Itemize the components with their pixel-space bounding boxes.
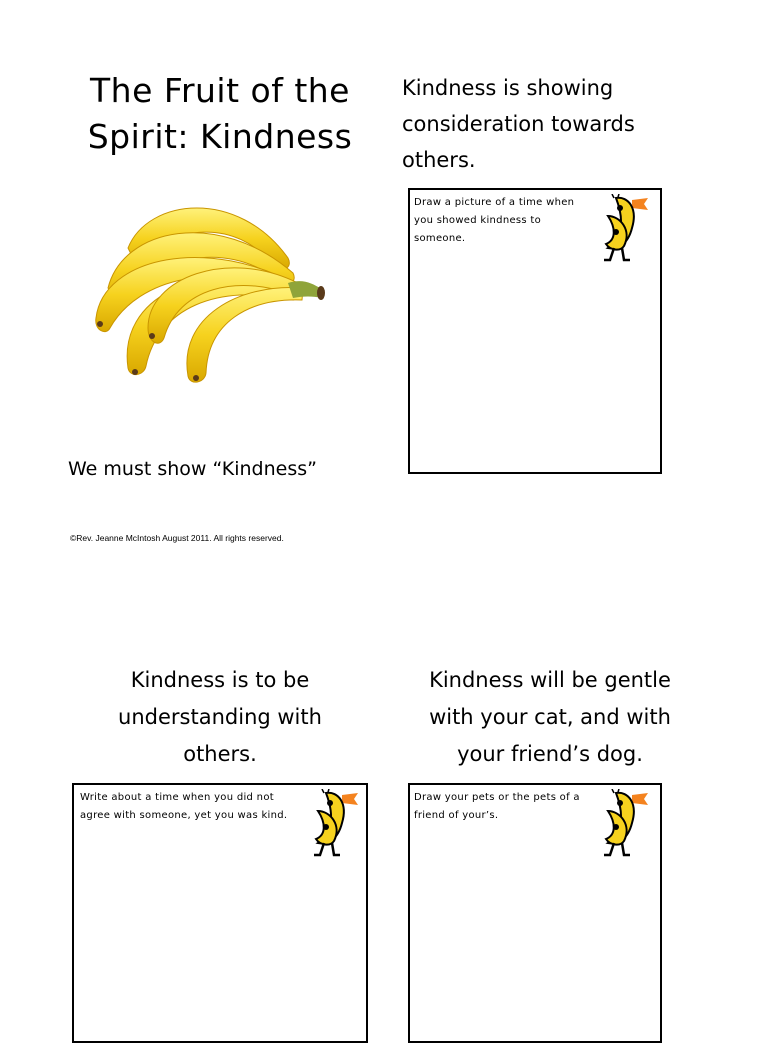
title-line-1: The Fruit of the: [90, 71, 350, 110]
drawing-box-kindness[interactable]: [408, 188, 662, 474]
prompt-line-2: friend of your’s.: [414, 810, 499, 821]
prompt-line-2: agree with someone, yet you was kind.: [80, 810, 288, 821]
writing-prompt: [80, 789, 310, 825]
banana-mascot-icon: [308, 789, 360, 859]
banana-mascot-icon: [598, 194, 650, 264]
definition-line-3: others.: [402, 148, 476, 172]
banana-mascot-icon: [598, 789, 650, 859]
prompt-line-1: Write about a time when you did not: [80, 792, 274, 803]
definition-heading: [402, 70, 702, 178]
definition-line-2: consideration towards: [402, 112, 635, 136]
gentle-line-2: with your cat, and with: [429, 705, 671, 729]
prompt-line-3: someone.: [414, 233, 466, 244]
title-line-2: Spirit: Kindness: [87, 117, 353, 156]
understanding-line-1: Kindness is to be: [130, 668, 310, 692]
page-title: [80, 68, 360, 160]
gentle-heading: [405, 662, 695, 773]
gentle-line-1: Kindness will be gentle: [429, 668, 671, 692]
copyright-notice: ©Rev. Jeanne McIntosh August 2011. All rights reserved.: [70, 533, 284, 543]
drawing-box-pets[interactable]: [408, 783, 662, 1043]
prompt-line-1: Draw a picture of a time when: [414, 197, 575, 208]
writing-box-understanding[interactable]: [72, 783, 368, 1043]
understanding-line-2: understanding with: [118, 705, 322, 729]
understanding-line-3: others.: [183, 742, 257, 766]
prompt-line-2: you showed kindness to: [414, 215, 542, 226]
pets-prompt: [414, 789, 604, 825]
gentle-line-3: your friend’s dog.: [457, 742, 643, 766]
definition-line-1: Kindness is showing: [402, 76, 614, 100]
kindness-subtitle: We must show “Kindness”: [68, 458, 317, 480]
banana-bunch-icon: [88, 188, 328, 386]
understanding-heading: [70, 662, 370, 773]
prompt-line-1: Draw your pets or the pets of a: [414, 792, 580, 803]
drawing-prompt: [414, 194, 594, 248]
